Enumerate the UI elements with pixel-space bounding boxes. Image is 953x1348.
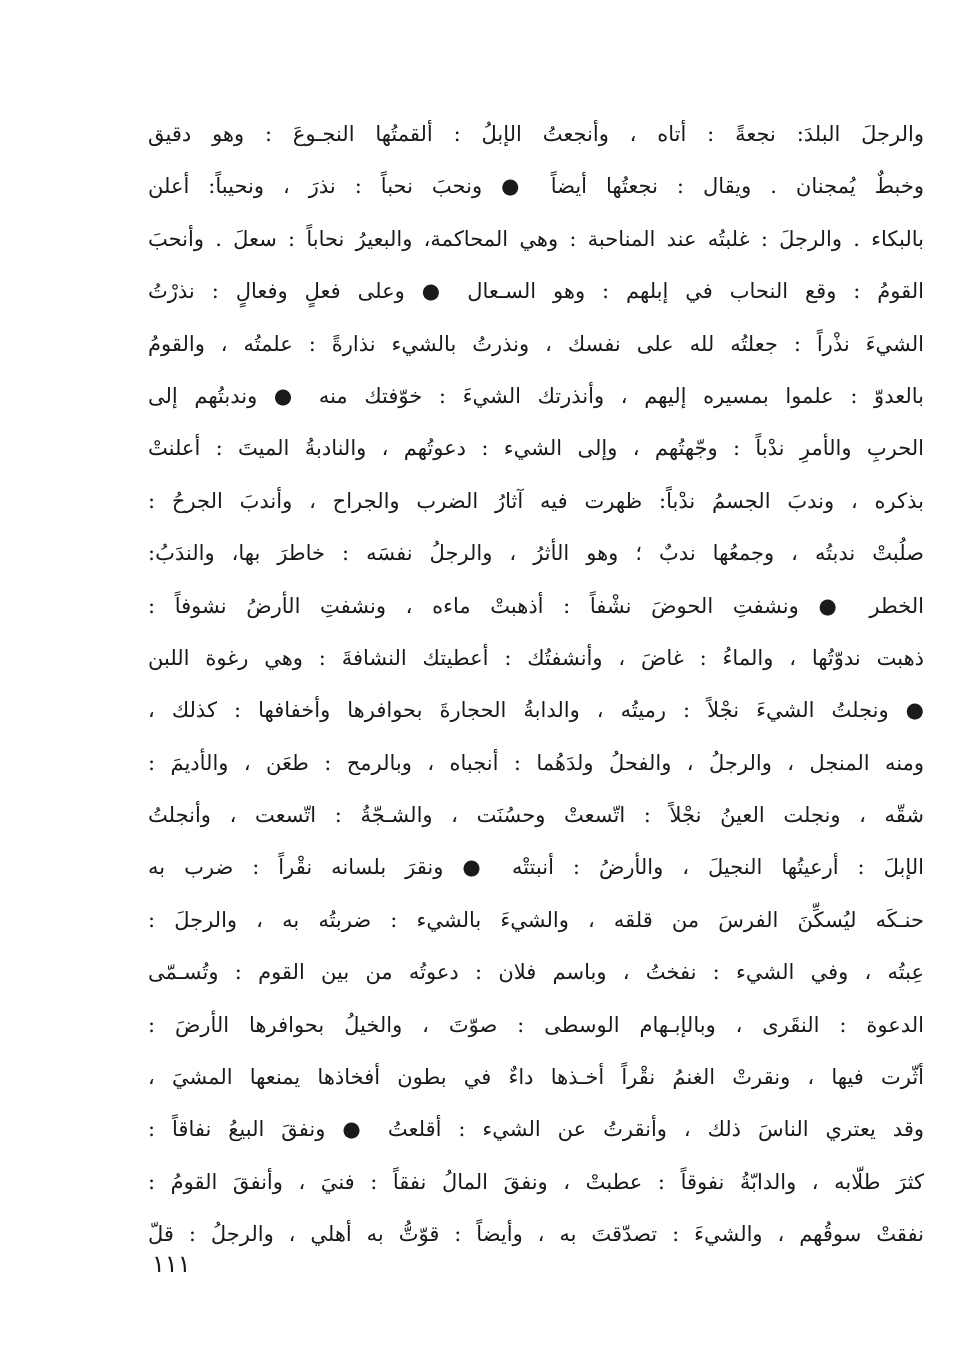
text-line: الحربِ والأمرِ ندْباً : وجّهتُهم ، وإلى الشيء : دعوتُهم ، والنادبةُ الميتَ : أعلنتْ (148, 436, 924, 461)
text-line: صلُبتْ ندبتُه ، وجمعُها ندبٌ ؛ وهو الأثرُ ، والرجلُ نفسَه : خاطرَ بها، والندَبُ: (148, 541, 924, 566)
text-line: وقد يعتري الناسَ ذلك ، وأنقرتُ عن الشيء : أقلعتُ ● ونفقَ البيعُ نفاقاً : (148, 1117, 924, 1142)
text-line: القومُ : وقع النحاب في إبلهم : وهو السـعال ● وعلى فعلٍ وفعالٍ : نذرْتُ (148, 279, 924, 304)
text-line: حنـكَه ليُسكِّنَ الفرسَ من قلقه ، والشيءَ بالشيء : ضربتُه به ، والرجلَ : (148, 907, 924, 932)
text-line: ● ونجلتُ الشيءَ نجْلاً : رميتُه ، والدابةُ الحجارةَ بحوافرها وأخفافها : كذلك ، (148, 698, 924, 723)
text-line: عِبتُه ، وفي الشيء : نفختُ ، وباسم فلان : دعوتُه من بين القوم : وتُسـمّى (148, 960, 924, 985)
text-line: أثّرت فيها ، ونقرتْ الغنمُ نقْراً أخـذها داءٌ في بطون أفخاذها يمنعها المشيَ ، (148, 1065, 924, 1090)
text-line: الدعوة : النقَرى ، وبالإبـهام الوسطى : صوّتَ ، والخيلُ بحوافرها الأرضَ : (148, 1012, 924, 1037)
text-line: نفقتْ سوقُهم ، والشيءَ : تصدّقتَ به ، وأيضاً : قوّتُّ به أهلي ، والرجلُ : قلّ (148, 1222, 924, 1247)
text-line: ذهبت ندوّتُها ، والماءُ : غاضَ ، وأنشفتُك : أعطيتك النشافةَ : وهي رغوة اللبن (148, 645, 924, 670)
text-line: الإبلَ : أرعيتُها النجيلَ ، والأرضُ : أنبتتْه ● ونقرَ بلسانه نقْراً : ضرب به (148, 855, 924, 880)
text-line: شقّه ، ونجلت العينُ نجْلاً : اتّسعتْ وحسُنَت ، والشـجّةُ : اتّسعت ، وأنجلتُ (148, 803, 924, 828)
text-line: الشيءَ نذْراً : جعلتُه لله على نفسك ، ونذرتُ بالشيء نذارةً : علمتُه ، والقومُ (148, 331, 924, 356)
text-line: بالبكاء . والرجلَ : غلبتُه عند المناحبة : وهي المحاكمة، والبعيرُ نحاباً : سعلَ . وأنحبَ (148, 226, 924, 251)
text-line: الخطر ● ونشفتِ الحوضَ نشْفاً : أذهبتْ ماءه ، ونشفتِ الأرضُ نشوفاً : (148, 593, 924, 618)
text-line: بذكره ، وندبَ الجسمُ ندْباً: ظهرت فيه آثارُ الضرب والجراح ، وأندبَ الجرحُ : (148, 488, 924, 513)
text-line: ومنه المنجل ، والرجلُ ، والفحلُ ولدَهُما : أنجباه ، وبالرمح : طعَن ، والأديمَ : (148, 750, 924, 775)
page-number: ١١١ (152, 1250, 191, 1278)
main-text-block (148, 108, 924, 1261)
text-line: بالعدوّ : علموا بمسيره إليهم ، وأنذرتك الشيءَ : خوّفتك منه ● وندبتُهم إلى (148, 383, 924, 408)
text-line: وخبطٌ يُمجنان . ويقال : نجعتُها أيضاً ● ونحبَ نحباً : نذرَ ، ونحيباً: أعلن (148, 174, 924, 199)
text-line: والرجلَ البلدَ: نجعةً : أتاه ، وأنجعتُ الإبلُ : ألقمتُها النجـوعَ : وهو دقيق (148, 122, 924, 146)
text-line: كثرَ طلّابه ، والدابّةُ نفوقاً : عطبتْ ، ونفقَ المالُ نفقاً : فنيَ ، وأنفقَ القومُ : (148, 1169, 924, 1194)
